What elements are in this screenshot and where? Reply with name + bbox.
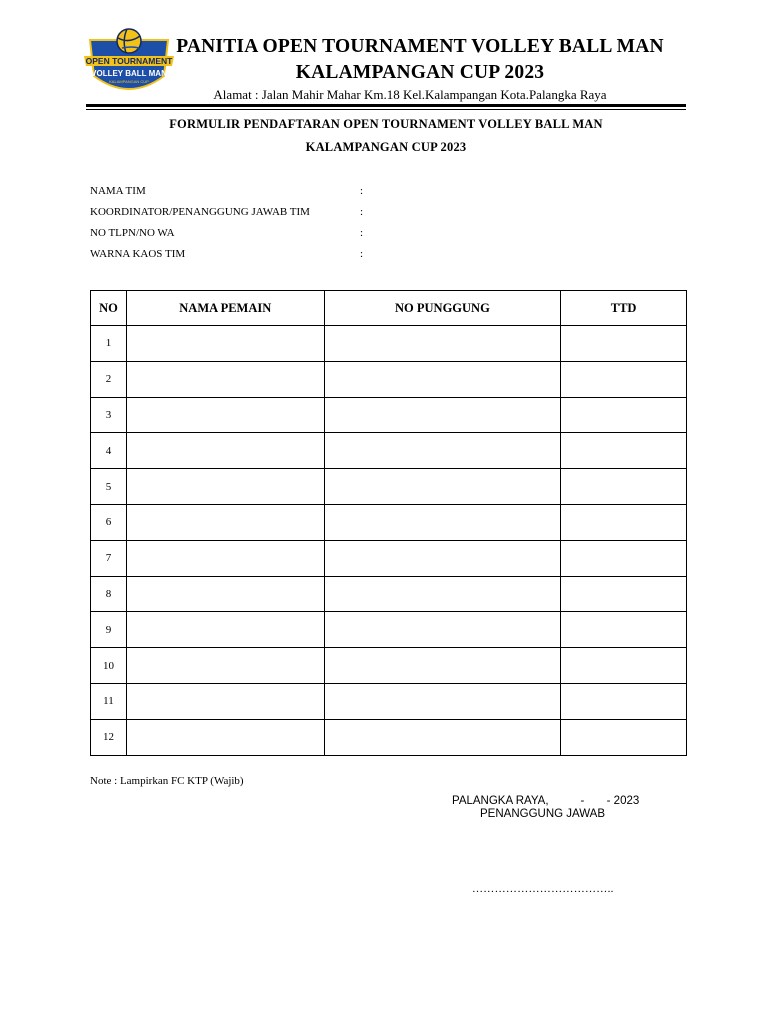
table-row	[91, 469, 687, 505]
row-number: 8	[91, 576, 127, 612]
jersey-number-cell[interactable]	[324, 504, 561, 540]
jersey-number-cell[interactable]	[324, 361, 561, 397]
table-row	[91, 361, 687, 397]
field-colon: :	[360, 227, 364, 239]
header-divider-thin	[86, 109, 686, 110]
player-name-cell[interactable]	[126, 540, 324, 576]
jersey-number-cell[interactable]	[324, 683, 561, 719]
jersey-number-cell[interactable]	[324, 433, 561, 469]
field-colon: :	[360, 185, 364, 197]
player-name-cell[interactable]	[126, 326, 324, 362]
table-row	[91, 326, 687, 362]
header-address: Alamat : Jalan Mahir Mahar Km.18 Kel.Kalampangan Kota.Palangka Raya	[213, 87, 607, 102]
table-row	[91, 540, 687, 576]
player-name-cell[interactable]	[126, 612, 324, 648]
player-name-cell[interactable]	[126, 648, 324, 684]
field-label: WARNA KAOS TIM	[90, 248, 186, 260]
table-row	[91, 576, 687, 612]
field-label: NO TLPN/NO WA	[90, 227, 175, 239]
note-text: Note : Lampirkan FC KTP (Wajib)	[90, 775, 244, 787]
table-row	[91, 612, 687, 648]
field-phone	[90, 226, 490, 247]
jersey-number-cell[interactable]	[324, 612, 561, 648]
signature-cell[interactable]	[561, 397, 687, 433]
table-row	[91, 504, 687, 540]
team-info-fields	[90, 184, 490, 268]
signature-role: PENANGGUNG JAWAB	[480, 808, 606, 820]
signature-cell[interactable]	[561, 612, 687, 648]
player-roster-table	[90, 290, 687, 756]
player-name-cell[interactable]	[126, 397, 324, 433]
table-row	[91, 719, 687, 755]
signature-place-date: PALANGKA RAYA, - - 2023	[452, 795, 640, 807]
signature-cell[interactable]	[561, 504, 687, 540]
signature-cell[interactable]	[561, 469, 687, 505]
jersey-number-cell[interactable]	[324, 469, 561, 505]
field-colon: :	[360, 206, 364, 218]
row-number: 4	[91, 433, 127, 469]
signature-cell[interactable]	[561, 576, 687, 612]
row-number: 6	[91, 504, 127, 540]
field-colon: :	[360, 248, 364, 260]
signature-cell[interactable]	[561, 719, 687, 755]
signature-cell[interactable]	[561, 540, 687, 576]
column-header-signature: TTD	[561, 291, 687, 326]
player-name-cell[interactable]	[126, 683, 324, 719]
form-title-line2: KALAMPANGAN CUP 2023	[305, 140, 467, 154]
player-name-cell[interactable]	[126, 361, 324, 397]
table-row	[91, 397, 687, 433]
field-label: NAMA TIM	[90, 185, 146, 197]
header-title-line1: PANITIA OPEN TOURNAMENT VOLLEY BALL MAN	[176, 36, 664, 57]
player-name-cell[interactable]	[126, 469, 324, 505]
form-title-line1: FORMULIR PENDAFTARAN OPEN TOURNAMENT VOLLEY BALL MAN	[169, 117, 603, 131]
field-jersey-color	[90, 247, 490, 268]
table-row	[91, 433, 687, 469]
row-number: 2	[91, 361, 127, 397]
field-label: KOORDINATOR/PENANGGUNG JAWAB TIM	[90, 206, 310, 218]
column-header-jersey-number: NO PUNGGUNG	[324, 291, 561, 326]
jersey-number-cell[interactable]	[324, 576, 561, 612]
table-row	[91, 683, 687, 719]
player-name-cell[interactable]	[126, 719, 324, 755]
logo-line3: KALAMPANGAN CUP	[109, 79, 149, 84]
signature-cell[interactable]	[561, 433, 687, 469]
signature-cell[interactable]	[561, 361, 687, 397]
column-header-no: NO	[91, 291, 127, 326]
row-number: 9	[91, 612, 127, 648]
player-name-cell[interactable]	[126, 576, 324, 612]
jersey-number-cell[interactable]	[324, 540, 561, 576]
jersey-number-cell[interactable]	[324, 719, 561, 755]
signature-cell[interactable]	[561, 648, 687, 684]
row-number: 1	[91, 326, 127, 362]
column-header-player-name: NAMA PEMAIN	[126, 291, 324, 326]
row-number: 3	[91, 397, 127, 433]
row-number: 10	[91, 648, 127, 684]
signature-cell[interactable]	[561, 326, 687, 362]
table-row	[91, 648, 687, 684]
volleyball-icon	[117, 29, 141, 53]
logo-line1: OPEN TOURNAMENT	[85, 56, 173, 66]
header-title	[160, 34, 680, 86]
header-title-line2: KALAMPANGAN CUP 2023	[295, 62, 545, 83]
row-number: 12	[91, 719, 127, 755]
header-divider-thick	[86, 104, 686, 107]
jersey-number-cell[interactable]	[324, 326, 561, 362]
jersey-number-cell[interactable]	[324, 648, 561, 684]
table-header-row	[91, 291, 687, 326]
signature-line: ………………………………..	[472, 883, 614, 895]
field-coordinator	[90, 205, 490, 226]
jersey-number-cell[interactable]	[324, 397, 561, 433]
row-number: 7	[91, 540, 127, 576]
logo-line2: VOLLEY BALL MAN	[91, 69, 167, 78]
player-name-cell[interactable]	[126, 433, 324, 469]
signature-cell[interactable]	[561, 683, 687, 719]
field-team-name	[90, 184, 490, 205]
player-name-cell[interactable]	[126, 504, 324, 540]
row-number: 5	[91, 469, 127, 505]
row-number: 11	[91, 683, 127, 719]
